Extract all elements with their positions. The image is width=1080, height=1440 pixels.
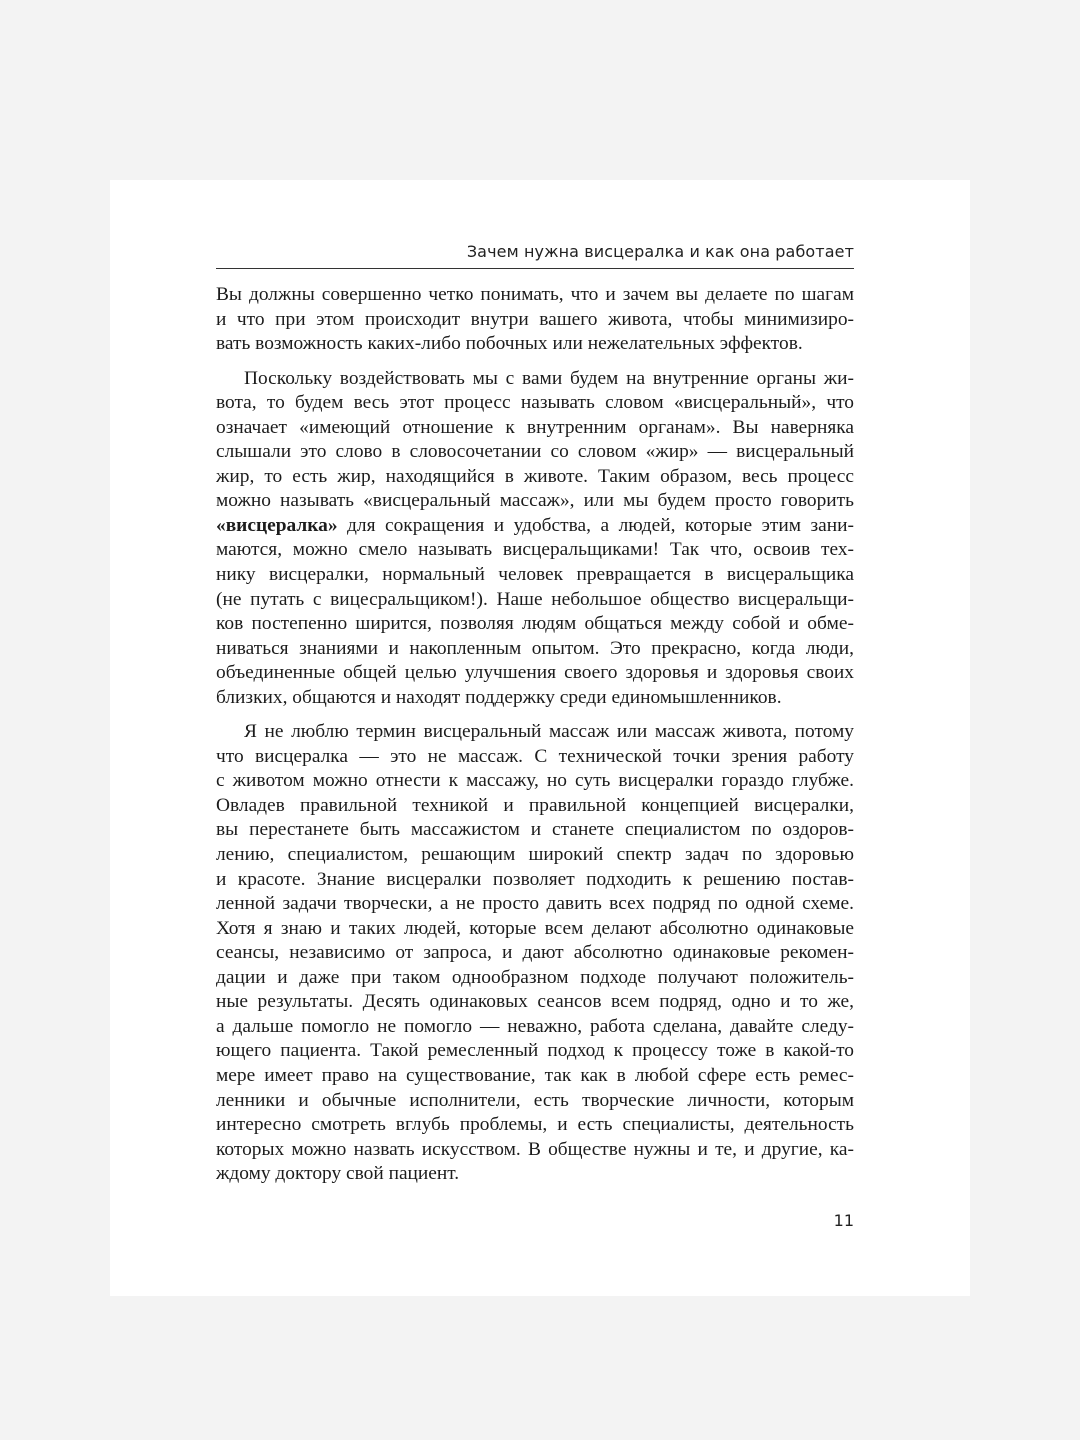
text-line: Поскольку воздействовать мы с вами будем на внутренние органы жи- [244,367,854,389]
bold-term: «висцералка» [216,514,338,536]
paragraph-2 [216,367,854,711]
text-line: жир, то есть жир, находящийся в животе. Таким образом, весь процесс [216,465,854,487]
text-line: объединенные общей целью улучшения своего здоровья и здоровья своих [216,662,854,684]
text-line: ные результаты. Десять одинаковых сеансов всем подряд, одно и то же, [216,991,854,1013]
text-line: интересно смотреть вглубь проблемы, и есть специалисты, деятельность [216,1114,854,1136]
text-line: ленной задачи творчески, а не просто давить всех подряд по одной схеме. [216,893,854,915]
text-line: можно называть «висцеральный массаж», или мы будем просто говорить [216,490,854,512]
text-line: ниваться знаниями и накопленным опытом. Это прекрасно, когда люди, [216,637,854,659]
text-line: Овладев правильной техникой и правильной концепцией висцералки, [216,794,854,816]
text-line: вы перестанете быть массажистом и станете специалистом по оздоров- [216,819,854,841]
text-line-rest: для сокращения и удобства, а людей, которые этим зани- [347,514,854,536]
text-line: что висцералка — это не массаж. С технической точки зрения работу [216,745,854,767]
page-number: 11 [833,1211,854,1230]
text-line: и что при этом происходит внутри вашего живота, чтобы минимизиро- [216,308,854,330]
text-line: Я не люблю термин висцеральный массаж или массаж живота, потому [244,721,854,743]
text-line: лению, специалистом, решающим широкий спектр задач по здоровью [216,844,854,866]
paragraph-3 [216,720,854,1186]
text-line: (не путать с вицесральщиком!). Наше небольшое общество висцеральщи- [216,588,854,610]
text-line: ков постепенно ширится, позволяя людям общаться между собой и обме- [216,613,854,635]
text-line: вать возможность каких-либо побочных или нежелательных эффектов. [216,333,803,355]
text-line: ленники и обычные исполнители, есть творческие личности, которым [216,1089,854,1111]
text-line: Хотя я знаю и таких людей, которые всем делают абсолютно одинаковые [216,917,854,939]
text-line: а дальше помогло не помогло — неважно, работа сделана, давайте следу- [216,1015,854,1037]
text-line: мере имеет право на существование, так как в любой сфере есть ремес- [216,1064,854,1086]
text-line: вота, то будем весь этот процесс называть словом «висцеральный», что [216,392,854,414]
text-line-with-term [216,514,854,539]
text-line: Вы должны совершенно четко понимать, что и зачем вы делаете по шагам [216,284,854,305]
text-line: слышали это слово в словосочетании со словом «жир» — висцеральный [216,441,854,463]
text-line: ющего пациента. Такой ремесленный подход к процессу тоже в какой-то [216,1040,854,1062]
text-line: близких, общаются и находят поддержку среди единомышленников. [216,686,782,708]
text-line: сеансы, независимо от запроса, и дают абсолютно одинаковые рекомен- [216,942,854,964]
body-text [216,283,854,1187]
text-line: и красоте. Знание висцералки позволяет подходить к решению постав- [216,868,854,890]
text-line: которых можно назвать искусством. В обществе нужны и те, и другие, ка- [216,1138,854,1160]
text-line: с животом можно отнести к массажу, но суть висцералки гораздо глубже. [216,770,854,792]
book-page [110,180,970,1296]
text-line: нику висцералки, нормальный человек превращается в висцеральщика [216,564,854,586]
running-head-title: Зачем нужна висцералка и как она работает [466,242,854,261]
header-rule [216,268,854,269]
text-line: маются, можно смело называть висцеральщиками! Так что, освоив тех- [216,539,854,561]
text-line: дации и даже при таком однообразном подходе получают положитель- [216,966,854,988]
paragraph-1 [216,283,854,357]
text-line: означает «имеющий отношение к внутренним органам». Вы наверняка [216,416,854,438]
text-line: ждому доктору свой пациент. [216,1163,460,1185]
